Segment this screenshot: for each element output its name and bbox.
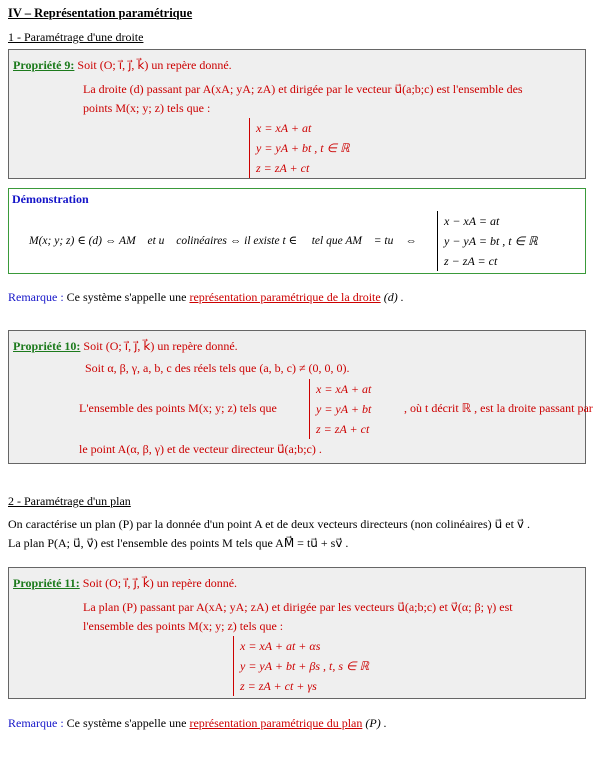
system-line: y = yA + bt , t ∈ ℝ: [256, 141, 350, 155]
property-10-label: Propriété 10:: [13, 339, 81, 353]
property-10-conclusion: , où t décrit ℝ , est la droite passant par: [404, 401, 593, 415]
remark-2-label: Remarque :: [8, 716, 64, 730]
remark-2-link[interactable]: représentation paramétrique du plan: [189, 716, 363, 730]
remark-1-text: Ce système s'appelle une: [66, 290, 187, 304]
remark-1: [8, 290, 404, 305]
system-line: y − yA = bt , t ∈ ℝ: [444, 234, 538, 248]
system-line: z − zA = ct: [444, 254, 498, 268]
system-line: x = xA + at + αs: [240, 639, 321, 653]
property-9-system: [249, 118, 350, 178]
property-10-set: L'ensemble des points M(x; y; z) tels que: [79, 401, 277, 415]
property-10-box: [8, 330, 593, 464]
system-line: x = xA + at: [256, 121, 312, 135]
demonstration-text: M(x; y; z) ∈ (d) ⇔ AM⃗ et u⃗ colinéaires ⇔ il existe t ∈ ℝ tel que AM⃗ = tu⃗ ⇔: [29, 235, 417, 247]
property-9-points: points M(x; y; z) tels que :: [83, 101, 211, 115]
property-11-frame: Soit (O; i⃗, j⃗, k⃗) un repère donné.: [82, 576, 238, 590]
remark-2-end: (P) .: [365, 716, 387, 730]
page-title: IV – Représentation paramétrique: [8, 6, 193, 20]
property-11-system: [233, 636, 369, 696]
remark-2-text: Ce système s'appelle une: [66, 716, 187, 730]
property-9-frame: Soit (O; i⃗, j⃗, k⃗) un repère donné.: [77, 58, 232, 72]
remark-2: [8, 716, 387, 731]
property-11-statement: La plan (P) passant par A(xA; yA; zA) et dirigée par les vecteurs u⃗(a;b;c) et v⃗(α; β; γ) est: [83, 600, 513, 614]
section-heading-line: 1 - Paramétrage d'une droite: [8, 30, 144, 44]
property-9-box: [8, 49, 586, 179]
remark-1-link[interactable]: représentation paramétrique de la droite: [189, 290, 381, 304]
property-10-reals: Soit α, β, γ, a, b, c des réels tels que (a, b, c) ≠ (0, 0, 0).: [85, 361, 350, 375]
plane-paragraph-1: On caractérise un plan (P) par la donnée d'un point A et de deux vecteurs directeurs (non colinéaires) u⃗ et v⃗ .: [8, 517, 531, 531]
system-line: z = zA + ct + γs: [240, 679, 317, 693]
demonstration-system: [437, 211, 538, 271]
demonstration-box: [8, 188, 586, 274]
property-11-box: [8, 567, 586, 699]
system-line: x − xA = at: [444, 214, 500, 228]
property-10-system: [309, 379, 371, 439]
property-9-statement: La droite (d) passant par A(xA; yA; zA) et dirigée par le vecteur u⃗(a;b;c) est l'ensemble des: [83, 82, 523, 96]
section-heading-plane: 2 - Paramétrage d'un plan: [8, 494, 131, 508]
property-10-point: le point A(α, β, γ) et de vecteur directeur u⃗(a;b;c) .: [79, 442, 322, 456]
property-9-label: Propriété 9:: [13, 58, 75, 72]
plane-paragraph-2: La plan P(A; u⃗, v⃗) est l'ensemble des points M tels que AM⃗ = tu⃗ + sv⃗ .: [8, 536, 349, 550]
system-line: z = zA + ct: [256, 161, 310, 175]
remark-1-label: Remarque :: [8, 290, 64, 304]
system-line: y = yA + bt: [316, 402, 372, 416]
property-11-points: l'ensemble des points M(x; y; z) tels que :: [83, 619, 284, 633]
system-line: y = yA + bt + βs , t, s ∈ ℝ: [240, 659, 369, 673]
system-line: z = zA + ct: [316, 422, 370, 436]
system-line: x = xA + at: [316, 382, 372, 396]
demonstration-label: Démonstration: [12, 192, 89, 206]
property-10-frame: Soit (O; i⃗, j⃗, k⃗) un repère donné.: [83, 339, 238, 353]
property-11-label: Propriété 11:: [13, 576, 80, 590]
remark-1-end: (d) .: [383, 290, 404, 304]
